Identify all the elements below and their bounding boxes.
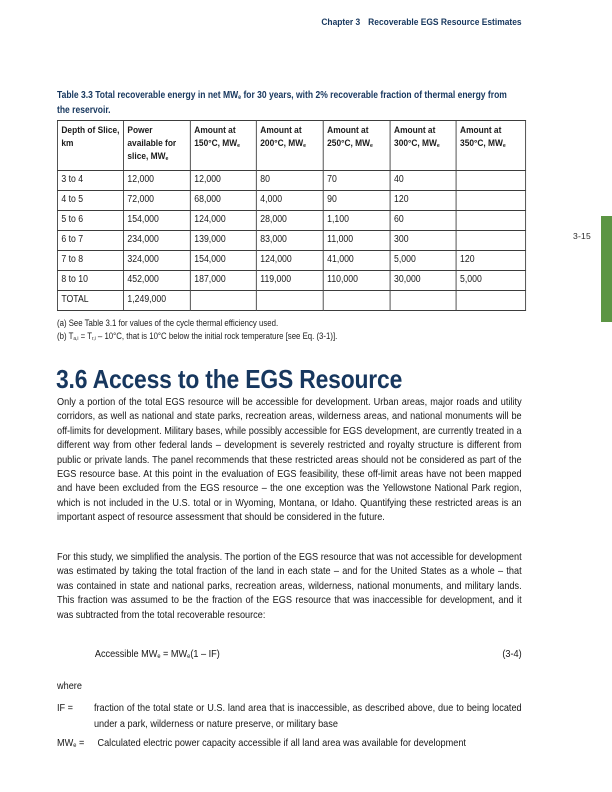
col-header-150c: Amount at 150°C, MWe bbox=[190, 121, 256, 171]
table-cell: 30,000 bbox=[390, 271, 456, 291]
table-cell: 139,000 bbox=[190, 231, 256, 251]
table-row bbox=[57, 231, 525, 251]
col-header-350c: Amount at 350°C, MWe bbox=[456, 121, 526, 171]
definition-if bbox=[57, 701, 522, 733]
table-cell bbox=[456, 291, 526, 311]
header-chapter-title: Recoverable EGS Resource Estimates bbox=[368, 17, 522, 28]
table-cell bbox=[456, 231, 526, 251]
table-cell: 72,000 bbox=[123, 191, 190, 211]
table-cell: 5 to 6 bbox=[57, 211, 123, 231]
equation-expression: Accessible MWe = MWe(1 – IF) bbox=[94, 649, 220, 661]
table-cell: 124,000 bbox=[256, 251, 323, 271]
caption-text-cont: for 30 years, with 2% recoverable fraction of thermal energy from the reservoir. bbox=[57, 90, 507, 116]
definition-term-mwe: MWe = bbox=[57, 738, 85, 750]
definition-text-mwe: Calculated electric power capacity accessible if all land area was available for development bbox=[97, 738, 466, 749]
table-cell bbox=[390, 291, 456, 311]
table-cell: 7 to 8 bbox=[57, 251, 123, 271]
table-cell: 90 bbox=[323, 191, 390, 211]
table-header-row bbox=[57, 121, 525, 171]
col-header-200c: Amount at 200°C, MWe bbox=[256, 121, 323, 171]
table-cell: 83,000 bbox=[256, 231, 323, 251]
equation-3-4 bbox=[57, 649, 522, 660]
table-cell: 187,000 bbox=[190, 271, 256, 291]
table-cell bbox=[456, 191, 526, 211]
table-3-3 bbox=[57, 120, 526, 311]
caption-subscript: e bbox=[238, 95, 242, 102]
table-cell: 124,000 bbox=[190, 211, 256, 231]
table-cell: 28,000 bbox=[256, 211, 323, 231]
table-cell: 11,000 bbox=[323, 231, 390, 251]
table-cell: 110,000 bbox=[323, 271, 390, 291]
col-header-depth: Depth of Slice, km bbox=[57, 121, 123, 171]
caption-text: Table 3.3 Total recoverable energy in net MW bbox=[57, 90, 239, 101]
table-cell: 5,000 bbox=[456, 271, 526, 291]
table-cell: 1,100 bbox=[323, 211, 390, 231]
col-header-250c: Amount at 250°C, MWe bbox=[323, 121, 390, 171]
table-cell bbox=[323, 291, 390, 311]
table-cell: 40 bbox=[390, 171, 456, 191]
table-cell: 4,000 bbox=[256, 191, 323, 211]
table-cell bbox=[190, 291, 256, 311]
table-cell bbox=[456, 211, 526, 231]
table-cell: 6 to 7 bbox=[57, 231, 123, 251]
table-cell: 3 to 4 bbox=[57, 171, 123, 191]
table-row-total bbox=[57, 291, 525, 311]
table-cell: 452,000 bbox=[123, 271, 190, 291]
definition-mwe bbox=[57, 736, 522, 754]
table-cell: 12,000 bbox=[190, 171, 256, 191]
table-row bbox=[57, 251, 525, 271]
paragraph-2: For this study, we simplified the analysis. The portion of the EGS resource that was not accessible for development was estimated by taking the total fraction of the land in each state – and for the United States as a whole – that was contained in state and national parks, recreation areas, wilderness, national monuments, and military lands. This fraction was assumed to be the fraction of the EGS resource that was inaccessible for development, and it was subtracted from the total recoverable resource: bbox=[57, 552, 522, 621]
header-chapter-label: Chapter 3 bbox=[321, 17, 361, 28]
col-header-power-available: Power available for slice, MWe bbox=[123, 121, 190, 171]
table-cell: 4 to 5 bbox=[57, 191, 123, 211]
table-cell: 70 bbox=[323, 171, 390, 191]
col-header-300c: Amount at 300°C, MWe bbox=[390, 121, 456, 171]
table-cell: 324,000 bbox=[123, 251, 190, 271]
table-caption bbox=[57, 90, 522, 116]
table-cell: 8 to 10 bbox=[57, 271, 123, 291]
table-cell: 300 bbox=[390, 231, 456, 251]
table-row bbox=[57, 211, 525, 231]
running-header bbox=[322, 17, 522, 28]
table-cell: 60 bbox=[390, 211, 456, 231]
definitions-list bbox=[57, 701, 522, 754]
definition-text-if: fraction of the total state or U.S. land area that is inaccessible, as described above, due to being located under a park, wilderness or nature preserve, or military base bbox=[93, 703, 522, 730]
definition-term-if: IF = bbox=[57, 703, 74, 714]
table-cell bbox=[456, 171, 526, 191]
table-cell: 120 bbox=[390, 191, 456, 211]
table-cell: 68,000 bbox=[190, 191, 256, 211]
table-cell: 1,249,000 bbox=[123, 291, 190, 311]
table-cell: 120 bbox=[456, 251, 526, 271]
table-row bbox=[57, 171, 525, 191]
paragraph-1: Only a portion of the total EGS resource will be accessible for development. Urban areas, major roads and utility corridors, as well as national and state parks, recreation areas, wilderness areas, and national monuments will be off-limits for development. Military bases, while possibly accessible for EGS development, are currently treated in a different way from other federal lands – development is severely restricted and royalty structure is different from public or private lands. The panel recommends that these restricted areas should not be considered as part of the EGS resource base. At this point in the evaluation of EGS feasibility, these off-limit areas have not been mapped and have been excluded from the EGS resource – the one exception was the Yellowstone National Park region, which is not included in the U.S. total or in Wyoming, Montana, or Idaho. Quantifying these restricted areas is an important aspect of resource assessment that should be considered in the future. bbox=[57, 397, 522, 524]
table-row bbox=[57, 191, 525, 211]
footnote-a: (a) See Table 3.1 for values of the cycle thermal efficiency used. bbox=[57, 318, 279, 328]
table-cell: TOTAL bbox=[57, 291, 123, 311]
page-number: 3-15 bbox=[573, 231, 592, 241]
section-heading: 3.6 Access to the EGS Resource bbox=[56, 364, 403, 394]
chapter-edge-bar bbox=[601, 216, 612, 322]
equation-number: (3-4) bbox=[502, 649, 522, 660]
table-cell: 41,000 bbox=[323, 251, 390, 271]
table-cell: 5,000 bbox=[390, 251, 456, 271]
table-row bbox=[57, 271, 525, 291]
table-cell: 80 bbox=[256, 171, 323, 191]
table-footnotes bbox=[57, 317, 522, 346]
footnote-b: (b) Ta,i = Tr,i – 10°C, that is 10°C below the initial rock temperature [see Eq. (3-1)]. bbox=[57, 331, 338, 343]
table-cell: 154,000 bbox=[123, 211, 190, 231]
table-cell: 154,000 bbox=[190, 251, 256, 271]
table-cell bbox=[256, 291, 323, 311]
where-label: where bbox=[57, 681, 82, 692]
table-cell: 119,000 bbox=[256, 271, 323, 291]
table-cell: 12,000 bbox=[123, 171, 190, 191]
table-cell: 234,000 bbox=[123, 231, 190, 251]
